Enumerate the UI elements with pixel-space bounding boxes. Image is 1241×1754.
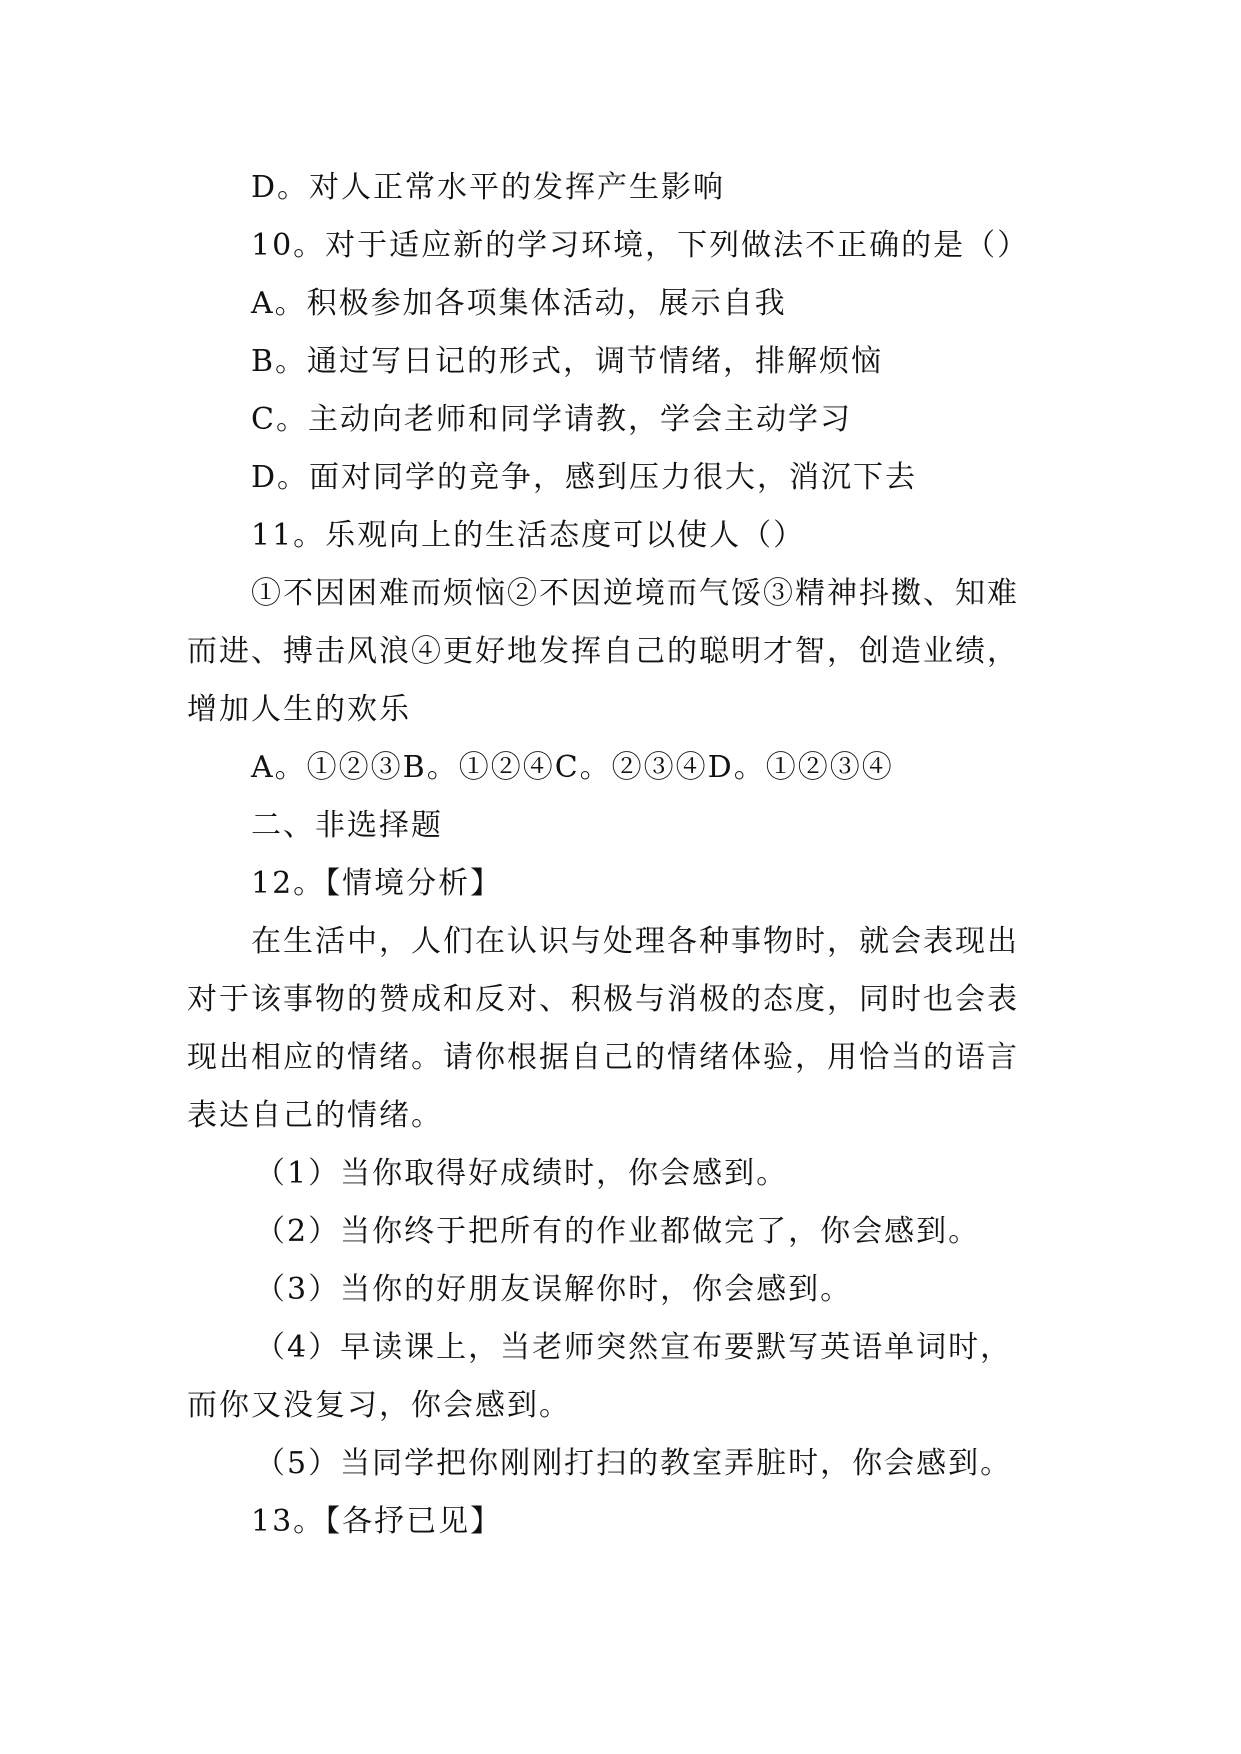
question-12-title: 12。【情境分析】 (251, 866, 503, 901)
question-11: 11。乐观向上的生活态度可以使人（） (251, 518, 806, 553)
question-11-options: A。①②③B。①②④C。②③④D。①②③④ (251, 750, 894, 785)
question-12-paragraph-line-4: 表达自己的情绪。 (187, 1098, 443, 1133)
question-12-item-4-line-2: 而你又没复习，你会感到。 (187, 1388, 571, 1423)
option-c-q10: C。主动向老师和同学请教，学会主动学习 (251, 402, 852, 437)
question-11-statements-line-3: 增加人生的欢乐 (187, 692, 411, 727)
question-12-paragraph-line-3: 现出相应的情绪。请你根据自己的情绪体验，用恰当的语言 (187, 1040, 1019, 1075)
question-12-item-5: （5）当同学把你刚刚打扫的教室弄脏时，你会感到。 (255, 1446, 1013, 1481)
question-12-paragraph-line-2: 对于该事物的赞成和反对、积极与消极的态度，同时也会表 (187, 982, 1019, 1017)
option-d-q9: D。对人正常水平的发挥产生影响 (251, 170, 726, 205)
document-body (187, 159, 1067, 1551)
section-heading-non-choice: 二、非选择题 (251, 808, 443, 843)
question-10: 10。对于适应新的学习环境，下列做法不正确的是（） (251, 228, 1030, 263)
option-d-q10: D。面对同学的竞争，感到压力很大，消沉下去 (251, 460, 918, 495)
question-12-item-4-line-1: （4）早读课上，当老师突然宣布要默写英语单词时， (255, 1330, 1013, 1365)
question-12-item-3: （3）当你的好朋友误解你时，你会感到。 (255, 1272, 853, 1307)
question-12-item-2: （2）当你终于把所有的作业都做完了，你会感到。 (255, 1214, 981, 1249)
option-b-q10: B。通过写日记的形式，调节情绪，排解烦恼 (251, 344, 884, 379)
option-a-q10: A。积极参加各项集体活动，展示自我 (251, 286, 787, 321)
question-13-title: 13。【各抒已见】 (251, 1504, 503, 1539)
question-11-statements-line-1: ①不因困难而烦恼②不因逆境而气馁③精神抖擞、知难 (251, 576, 1019, 611)
question-11-statements-line-2: 而进、搏击风浪④更好地发挥自己的聪明才智，创造业绩， (187, 634, 1019, 669)
question-12-item-1: （1）当你取得好成绩时，你会感到。 (255, 1156, 789, 1191)
question-12-paragraph-line-1: 在生活中，人们在认识与处理各种事物时，就会表现出 (251, 924, 1019, 959)
